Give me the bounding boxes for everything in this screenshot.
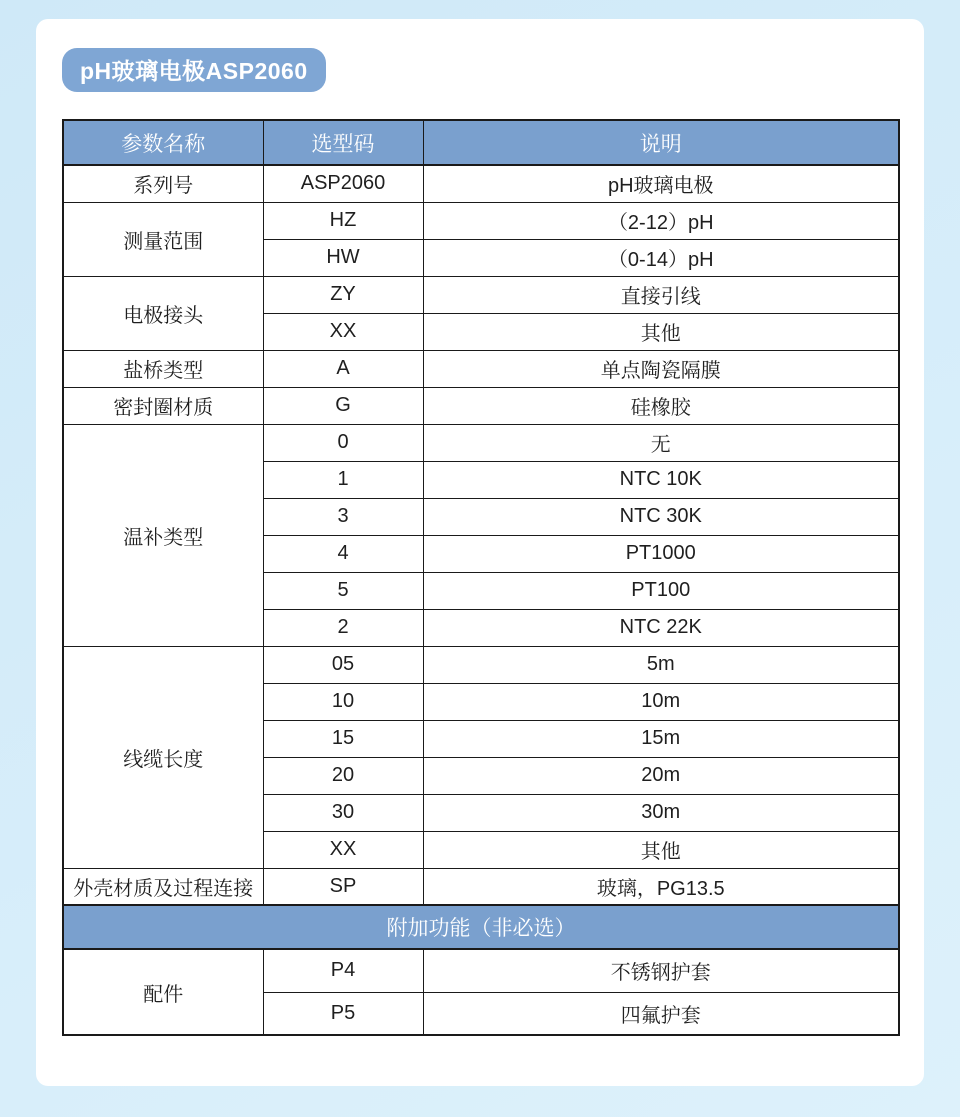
desc-cell: 四氟护套 [423,992,899,1035]
table-row [63,202,899,239]
code-cell: XX [263,313,423,350]
desc-cell: 5m [423,646,899,683]
param-cell: 外壳材质及过程连接 [63,868,263,905]
desc-cell: 20m [423,757,899,794]
desc-cell: 其他 [423,313,899,350]
code-cell: 2 [263,609,423,646]
table-row [63,165,899,202]
code-cell: 10 [263,683,423,720]
desc-cell: 无 [423,424,899,461]
code-cell: HZ [263,202,423,239]
table-row [63,949,899,992]
param-cell: 电极接头 [63,276,263,350]
code-cell: 1 [263,461,423,498]
desc-cell: 10m [423,683,899,720]
desc-cell: 硅橡胶 [423,387,899,424]
code-cell: 4 [263,535,423,572]
selection-code-table [62,119,900,1036]
desc-cell: （0-14）pH [423,239,899,276]
param-cell: 系列号 [63,165,263,202]
code-cell: XX [263,831,423,868]
code-cell: ASP2060 [263,165,423,202]
param-cell: 温补类型 [63,424,263,646]
table-row [63,387,899,424]
code-cell: 3 [263,498,423,535]
code-cell: P5 [263,992,423,1035]
param-cell: 盐桥类型 [63,350,263,387]
additional-features-divider-row [63,905,899,949]
desc-cell: NTC 30K [423,498,899,535]
desc-cell: 不锈钢护套 [423,949,899,992]
table-row [63,646,899,683]
desc-cell: 直接引线 [423,276,899,313]
desc-cell: 玻璃，PG13.5 [423,868,899,905]
code-cell: G [263,387,423,424]
code-cell: HW [263,239,423,276]
desc-cell: （2-12）pH [423,202,899,239]
code-cell: 5 [263,572,423,609]
desc-cell: 单点陶瓷隔膜 [423,350,899,387]
code-cell: 30 [263,794,423,831]
product-title-badge: pH玻璃电极ASP2060 [62,48,326,92]
desc-cell: 15m [423,720,899,757]
header-description: 说明 [423,120,899,165]
table-body [63,165,899,1035]
code-cell: 0 [263,424,423,461]
code-cell: A [263,350,423,387]
code-cell: SP [263,868,423,905]
table-row [63,868,899,905]
desc-cell: NTC 22K [423,609,899,646]
param-cell: 密封圈材质 [63,387,263,424]
code-cell: 05 [263,646,423,683]
code-cell: 20 [263,757,423,794]
desc-cell: PT1000 [423,535,899,572]
code-cell: P4 [263,949,423,992]
desc-cell: pH玻璃电极 [423,165,899,202]
desc-cell: 30m [423,794,899,831]
header-parameter-name: 参数名称 [63,120,263,165]
table-row [63,424,899,461]
content-card [36,19,924,1086]
table-row [63,276,899,313]
param-cell: 线缆长度 [63,646,263,868]
table-header-row [63,120,899,165]
table-row [63,350,899,387]
code-cell: ZY [263,276,423,313]
desc-cell: 其他 [423,831,899,868]
param-cell: 测量范围 [63,202,263,276]
desc-cell: PT100 [423,572,899,609]
code-cell: 15 [263,720,423,757]
additional-features-label: 附加功能（非必选） [63,905,899,949]
param-cell: 配件 [63,949,263,1035]
desc-cell: NTC 10K [423,461,899,498]
header-selection-code: 选型码 [263,120,423,165]
